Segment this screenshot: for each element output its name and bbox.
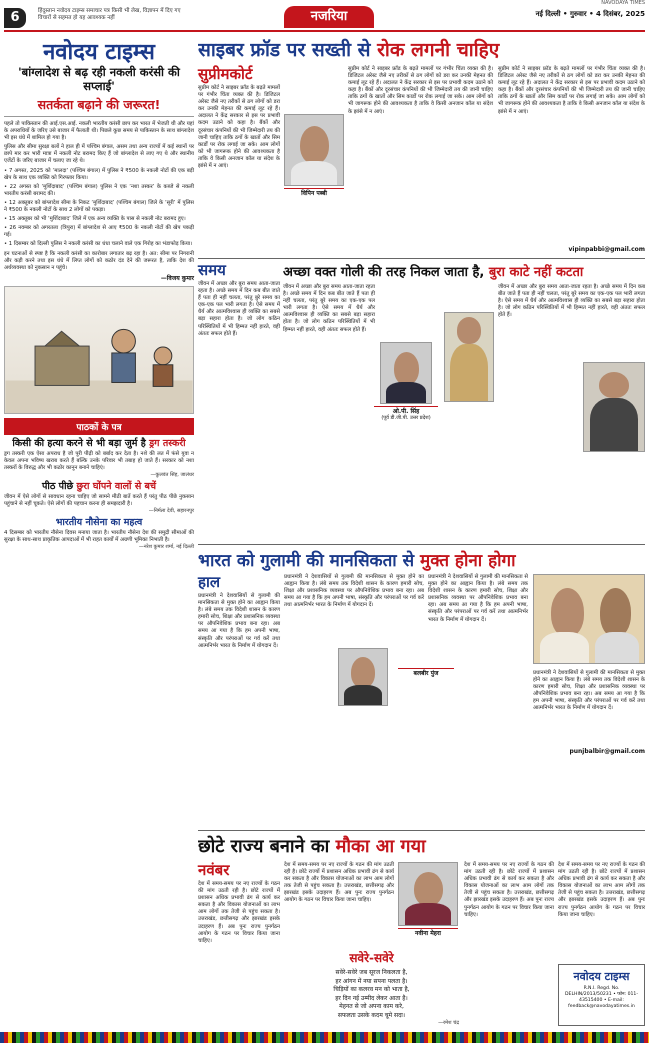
editorial-subtitle: सतर्कता बढ़ाने की जरूरत! <box>4 96 194 117</box>
story1-body <box>198 66 645 256</box>
story3-kicker: हाल <box>198 573 221 591</box>
editorial-para: पुलिस और सीमा सुरक्षा बलों ने हाल ही में पश्चिम बंगाल, असम तथा अन्य राज्यों में कई स्थानों पर छापे मार कर भारी मात्रा में नकली नोट बरामद किए हैं जो बांग्लादेश से लाए गए थे और स्थानीय एजेंटों के जरिए बाजार में चलाए जा रहे थे। <box>4 144 194 165</box>
story2-author <box>374 406 438 421</box>
story4-headline <box>198 834 645 858</box>
story2-text: जीवन में अच्छा और बुरा समय आता-जाता रहता है। अच्छे समय में दिन कब बीत जाते हैं पता ही नहीं चलता, परंतु बुरे समय का एक-एक पल भारी लगता है। ऐसे समय में धैर्य और आत्मविश्वास ही व्यक्ति का सबसे बड़ा सहारा होता है। जो लोग कठिन परिस्थितियों में भी हिम्मत नहीं हारते, वही अंततः सफल होते हैं। <box>198 281 280 337</box>
letter-title <box>4 517 194 528</box>
editorial-para: • 12 अक्तूबर को बांग्लादेश सीमा के निकट ‘मुर्शिदाबाद’ (पश्चिम बंगाल) जिले के ‘सूरी’ में पुलिस ने ₹500 के नकली नोटों के साथ 2 लोगों को पकड़ा। <box>4 199 194 214</box>
story3-headline <box>198 548 645 571</box>
editorial-cartoon <box>4 286 194 414</box>
story2-author-photo <box>380 342 432 404</box>
letter-title-highlight: ड्रग तस्करी <box>149 437 186 449</box>
story1-email: vipinpabbi@gmail.com <box>568 246 645 253</box>
cartoon-drawing <box>5 287 193 413</box>
poem-line: हर दिन नई उम्मीद लेकर आता है। <box>335 994 408 1002</box>
story4-text: देश में समय-समय पर नए राज्यों के गठन की मांग उठती रही है। छोटे राज्यों में प्रशासन अधिक प्रभावी ढंग से कार्य कर सकता है और विकास योजनाओं का लाभ आम लोगों तक तेजी से पहुंच सकता है। उत्तराखंड, छत्तीसगढ़ और झारखंड इसके उदाहरण हैं। अब पुनः राज्य पुनर्गठन आयोग के गठन पर विचार किया जाना चाहिए। <box>198 881 280 944</box>
editorial-body <box>4 121 194 272</box>
letter-signature: —निर्मला देवी, सहारनपुर <box>148 508 194 515</box>
story1-text-col3: सुप्रीम कोर्ट ने साइबर फ्रॉड के बढ़ते मामलों पर गंभीर चिंता व्यक्त की है। डिजिटल अरेस्ट जैसे नए तरीकों से ठग लोगों को डरा कर उनकी मेहनत की कमाई लूट रहे हैं। अदालत ने केंद्र सरकार से इस पर प्रभावी कदम उठाने को कहा है। बैंकों और दूरसंचार कंपनियों की भी जिम्मेदारी तय की जानी चाहिए ताकि ठगों के खातों और सिम कार्डों पर रोक लगाई जा सके। आम लोगों को भी जागरूक होने की आवश्यकता है ताकि वे किसी अनजान कॉल या संदेश के झांसे में न आएं। <box>498 66 645 115</box>
story4-text-col4: देश में समय-समय पर नए राज्यों के गठन की मांग उठती रही है। छोटे राज्यों में प्रशासन अधिक प्रभावी ढंग से कार्य कर सकता है और विकास योजनाओं का लाभ आम लोगों तक तेजी से पहुंच सकता है। उत्तराखंड, छत्तीसगढ़ और झारखंड इसके उदाहरण हैं। अब पुनः राज्य पुनर्गठन आयोग के गठन पर विचार किया जाना चाहिए। <box>558 862 645 918</box>
letter-title-main: किसी की हत्या करने से भी बड़ा जुर्म है <box>12 437 150 449</box>
story2-text-col3: जीवन में अच्छा और बुरा समय आता-जाता रहता है। अच्छे समय में दिन कब बीत जाते हैं पता ही नहीं चलता, परंतु बुरे समय का एक-एक पल भारी लगता है। ऐसे समय में धैर्य और आत्मविश्वास ही व्यक्ति का सबसे बड़ा सहारा होता है। जो लोग कठिन परिस्थितियों में भी हिम्मत नहीं हारते, वही अंततः सफल होते हैं। <box>498 284 645 319</box>
story1-text: सुप्रीम कोर्ट ने साइबर फ्रॉड के बढ़ते मामलों पर गंभीर चिंता व्यक्त की है। डिजिटल अरेस्ट जैसे नए तरीकों से ठग लोगों को डरा कर उनकी मेहनत की कमाई लूट रहे हैं। अदालत ने केंद्र सरकार से इस पर प्रभावी कदम उठाने को कहा है। बैंकों और दूरसंचार कंपनियों की भी जिम्मेदारी तय की जानी चाहिए ताकि ठगों के खातों और सिम कार्डों पर रोक लगाई जा सके। आम लोगों को भी जागरूक होने की आवश्यकता है ताकि वे किसी अनजान कॉल या संदेश के झांसे में न आएं। <box>198 85 280 170</box>
story3-photo <box>533 574 645 664</box>
editorial-para: • 15 अक्तूबर को भी ‘मुर्शिदाबाद’ जिले में एक अन्य व्यक्ति के पास से नकली नोट बरामद हुए। <box>4 216 186 223</box>
story1-headline-highlight: रोक लगनी चाहिए <box>377 39 500 61</box>
story3-email: punjbalbir@gmail.com <box>569 748 645 755</box>
story1-kicker: सुप्रीमकोर्ट <box>198 65 253 83</box>
story3-text-col3: प्रधानमंत्री ने देशवासियों से गुलामी की मानसिकता से मुक्त होने का आह्वान किया है। लंबे समय तक विदेशी शासन के कारण हमारी सोच, शिक्षा और प्रशासनिक व्यवस्था पर औपनिवेशिक प्रभाव बना रहा। अब समय आ गया है कि हम अपनी भाषा, संस्कृति और परंपराओं पर गर्व करें तथा आत्मनिर्भर भारत के निर्माण में योगदान दें। <box>428 574 528 623</box>
poem-signature: —रमेश चंद्र <box>438 1020 459 1026</box>
story2-text-col2: जीवन में अच्छा और बुरा समय आता-जाता रहता है। अच्छे समय में दिन कब बीत जाते हैं पता ही नहीं चलता, परंतु बुरे समय का एक-एक पल भारी लगता है। ऐसे समय में धैर्य और आत्मविश्वास ही व्यक्ति का सबसे बड़ा सहारा होता है। जो लोग कठिन परिस्थितियों में भी हिम्मत नहीं हारते, वही अंततः सफल होते हैं। <box>283 284 375 333</box>
story2-headline-highlight: बुरा काटे नहीं कटता <box>488 265 584 280</box>
story3 <box>198 548 645 828</box>
letter-title <box>4 481 194 492</box>
editorial-para: इन घटनाओं से स्पष्ट है कि नकली करंसी का कारोबार लगातार बढ़ रहा है। अत: सीमा पर निगरानी और कड़ी करने तथा इस धंधे में लिप्त लोगों को कठोर दंड देने की जरूरत है, ताकि देश की अर्थव्यवस्था को नुकसान न पहुंचे। <box>4 250 194 271</box>
poem-line: मेहनत से जो अपना काम करे, <box>339 1003 404 1010</box>
story1-headline <box>198 36 645 64</box>
poem-box <box>284 949 459 1028</box>
editorial-byline: —विजय कुमार <box>160 274 194 282</box>
poem-line: चिड़ियों का कलरव मन को भाता है, <box>333 986 410 993</box>
poem-line: सफलता उसके कदम चूमे सदा। <box>337 1011 406 1019</box>
poem-title: सवेरे-सवेरे <box>349 951 394 965</box>
story4-text-col2: देश में समय-समय पर नए राज्यों के गठन की मांग उठती रही है। छोटे राज्यों में प्रशासन अधिक प्रभावी ढंग से कार्य कर सकता है और विकास योजनाओं का लाभ आम लोगों तक तेजी से पहुंच सकता है। उत्तराखंड, छत्तीसगढ़ और झारखंड इसके उदाहरण हैं। अब पुनः राज्य पुनर्गठन आयोग के गठन पर विचार किया जाना चाहिए। <box>284 862 394 904</box>
letter-title-main: भारतीय नौसेना का महत्व <box>55 517 143 529</box>
section-title: नजरिया <box>284 6 374 28</box>
poem-line: सवेरे-सवेरे जब सूरज निकलता है, <box>335 969 408 976</box>
story3-text: प्रधानमंत्री ने देशवासियों से गुलामी की मानसिकता से मुक्त होने का आह्वान किया है। लंबे समय तक विदेशी शासन के कारण हमारी सोच, शिक्षा और प्रशासनिक व्यवस्था पर औपनिवेशिक प्रभाव बना रहा। अब समय आ गया है कि हम अपनी भाषा, संस्कृति और परंपराओं पर गर्व करें तथा आत्मनिर्भर भारत के निर्माण में योगदान दें। <box>198 593 280 649</box>
story4 <box>198 834 645 1034</box>
letter-signature: —कुलवंत सिंह, जालंधर <box>150 472 194 479</box>
story3-author: बलबीर पुंज <box>398 668 454 677</box>
poem-line: हर आंगन में नया सपना पलता है। <box>335 977 408 985</box>
letters-header: पाठकों के पत्र <box>4 418 194 435</box>
editorial-para: • 26 नवम्बर को अगरतला (त्रिपुरा) में बांग्लादेश से आए ₹500 के नकली नोटों की खेप पकड़ी गई। <box>4 225 194 239</box>
main-articles <box>198 36 645 1036</box>
story4-headline-main: छोटे राज्य बनाने का <box>198 836 336 857</box>
header-disclaimer: हिंदुस्तान नवोदय टाइम्स समाचार पत्र किसी भी लेख, विज्ञापन में दिए गए विचारों से सहमत हो यह आवश्यक नहीं <box>38 8 181 21</box>
letter-title-highlight: छुरा घोंपने वालों से बचें <box>76 481 157 493</box>
story4-text-col3: देश में समय-समय पर नए राज्यों के गठन की मांग उठती रही है। छोटे राज्यों में प्रशासन अधिक प्रभावी ढंग से कार्य कर सकता है और विकास योजनाओं का लाभ आम लोगों तक तेजी से पहुंच सकता है। उत्तराखंड, छत्तीसगढ़ और झारखंड इसके उदाहरण हैं। अब पुनः राज्य पुनर्गठन आयोग के गठन पर विचार किया जाना चाहिए। <box>464 862 554 918</box>
letter-body: 4 दिसम्बर को भारतीय नौसेना दिवस मनाया जाता है। भारतीय नौसेना देश की समुद्री सीमाओं की सुरक्षा के साथ-साथ प्राकृतिक आपदाओं में भी राहत कार्यों में अग्रणी भूमिका निभाती है। <box>4 530 194 544</box>
story3-text-col2: प्रधानमंत्री ने देशवासियों से गुलामी की मानसिकता से मुक्त होने का आह्वान किया है। लंबे समय तक विदेशी शासन के कारण हमारी सोच, शिक्षा और प्रशासनिक व्यवस्था पर औपनिवेशिक प्रभाव बना रहा। अब समय आ गया है कि हम अपनी भाषा, संस्कृति और परंपराओं पर गर्व करें तथा आत्मनिर्भर भारत के निर्माण में योगदान दें। <box>284 574 424 609</box>
story1-headline-main: साइबर फ्रॉड पर सख्ती से <box>198 39 378 61</box>
letter-body: ड्रग तस्करी एक ऐसा अपराध है जो पूरी पीढ़ी को बर्बाद कर देता है। नशे की लत में फंसे युवा न केवल अपना भविष्य खराब करते हैं बल्कि उनके परिवार भी तबाह हो जाते हैं। सरकार को नशा तस्करों के विरुद्ध और भी कठोर कानून बनाने चाहिएं। <box>4 450 194 471</box>
story2-author-note: (पूर्व डी.जी.पी. उत्तर प्रदेश) <box>381 415 431 421</box>
imprint-box <box>558 964 645 1026</box>
footer-color-strip <box>0 1032 649 1043</box>
editorial-column <box>4 36 194 1036</box>
story2 <box>198 262 645 542</box>
story4-author-photo <box>398 862 458 926</box>
story4-kicker: नवंबर <box>198 861 230 879</box>
story3-text-col4: प्रधानमंत्री ने देशवासियों से गुलामी की मानसिकता से मुक्त होने का आह्वान किया है। लंबे समय तक विदेशी शासन के कारण हमारी सोच, शिक्षा और प्रशासनिक व्यवस्था पर औपनिवेशिक प्रभाव बना रहा। अब समय आ गया है कि हम अपनी भाषा, संस्कृति और परंपराओं पर गर्व करें तथा आत्मनिर्भर भारत के निर्माण में योगदान दें। <box>533 670 645 712</box>
editorial-title: 'बांग्लादेश से बढ़ रही नकली करंसी की सप्लाई' <box>18 65 180 93</box>
editorial-para: • 7 अगस्त, 2025 को ‘मालदा’ (पश्चिम बंगाल) में पुलिस ने ₹500 के नकली नोटों की एक बड़ी खेप के साथ एक व्यक्ति को गिरफ्तार किया। <box>4 167 194 181</box>
story4-headline-highlight: मौका आ गया <box>335 836 426 857</box>
page-number: 6 <box>4 8 26 28</box>
story2-headline <box>283 262 645 280</box>
imprint-text: R.N.I. Regd. No. DELHIN/2013/50231 • फोन: 011-43515400 • E-mail: feedback@navodayatimes.in <box>565 986 638 1009</box>
editorial-para: • 22 अगस्त को ‘मुर्शिदाबाद’ (पश्चिम बंगाल) पुलिस ने एक ‘नशा तस्कर’ के कब्जे से नकली भारतीय करंसी बरामद की। <box>4 183 194 197</box>
story2-photo <box>583 362 645 452</box>
story2-headline-main: अच्छा वक्त गोली की तरह निकल जाता है, <box>283 265 489 280</box>
imprint-masthead: नवोदय टाइम्स <box>573 970 630 983</box>
editorial-para: • 1 दिसम्बर को दिल्ली पुलिस ने नकली करंसी का धंधा चलाने वाले एक गिरोह का भंडाफोड़ किया। <box>4 241 193 248</box>
story3-headline-main: भारत को गुलामी की मानसिकता से <box>198 551 421 571</box>
story2-author-name: ओ.पी. सिंह <box>392 408 420 415</box>
story1-text-col2: सुप्रीम कोर्ट ने साइबर फ्रॉड के बढ़ते मामलों पर गंभीर चिंता व्यक्त की है। डिजिटल अरेस्ट जैसे नए तरीकों से ठग लोगों को डरा कर उनकी मेहनत की कमाई लूट रहे हैं। अदालत ने केंद्र सरकार से इस पर प्रभावी कदम उठाने को कहा है। बैंकों और दूरसंचार कंपनियों की भी जिम्मेदारी तय की जानी चाहिए ताकि ठगों के खातों और सिम कार्डों पर रोक लगाई जा सके। आम लोगों को भी जागरूक होने की आवश्यकता है ताकि वे किसी अनजान कॉल या संदेश के झांसे में न आएं। <box>348 66 493 115</box>
page-header <box>4 0 645 32</box>
letter-title-main: पीठ पीछे <box>41 481 77 493</box>
dateline: नई दिल्ली • गुरुवार • 4 दिसंबर, 2025 <box>535 10 645 18</box>
editorial-para: पहले तो पाकिस्तान की आई.एस.आई. नकली भारतीय करंसी छाप कर भारत में भेजती थी और यहां के अपराधियों के जरिए उसे बाजार में फैलाती थी। पिछले कुछ समय से पाकिस्तान के साथ बांग्लादेश भी इस धंधे में शामिल हो गया है। <box>4 121 194 142</box>
story3-headline-highlight: मुक्त होना होगा <box>420 551 516 571</box>
story4-author: नवीना मेहरा <box>398 928 458 937</box>
story1-author: विपिन पब्बी <box>284 188 344 197</box>
masthead: नवोदय टाइम्स <box>43 39 155 65</box>
header-site: NAVODAYA TIMES <box>601 0 645 6</box>
letter-body: जीवन में ऐसे लोगों से सावधान रहना चाहिए जो सामने मीठी बातें करते हैं परंतु पीठ पीछे नुकसान पहुंचाने से नहीं चूकते। ऐसे लोगों की पहचान करना ही समझदारी है। <box>4 494 194 508</box>
story3-author-photo <box>338 648 388 706</box>
story1-author-photo <box>284 114 344 186</box>
story2-illustration <box>444 312 494 402</box>
story2-kicker: समय <box>198 261 226 279</box>
letter-signature: —नरेश कुमार शर्मा, नई दिल्ली <box>138 544 194 551</box>
letter-title <box>4 438 194 449</box>
